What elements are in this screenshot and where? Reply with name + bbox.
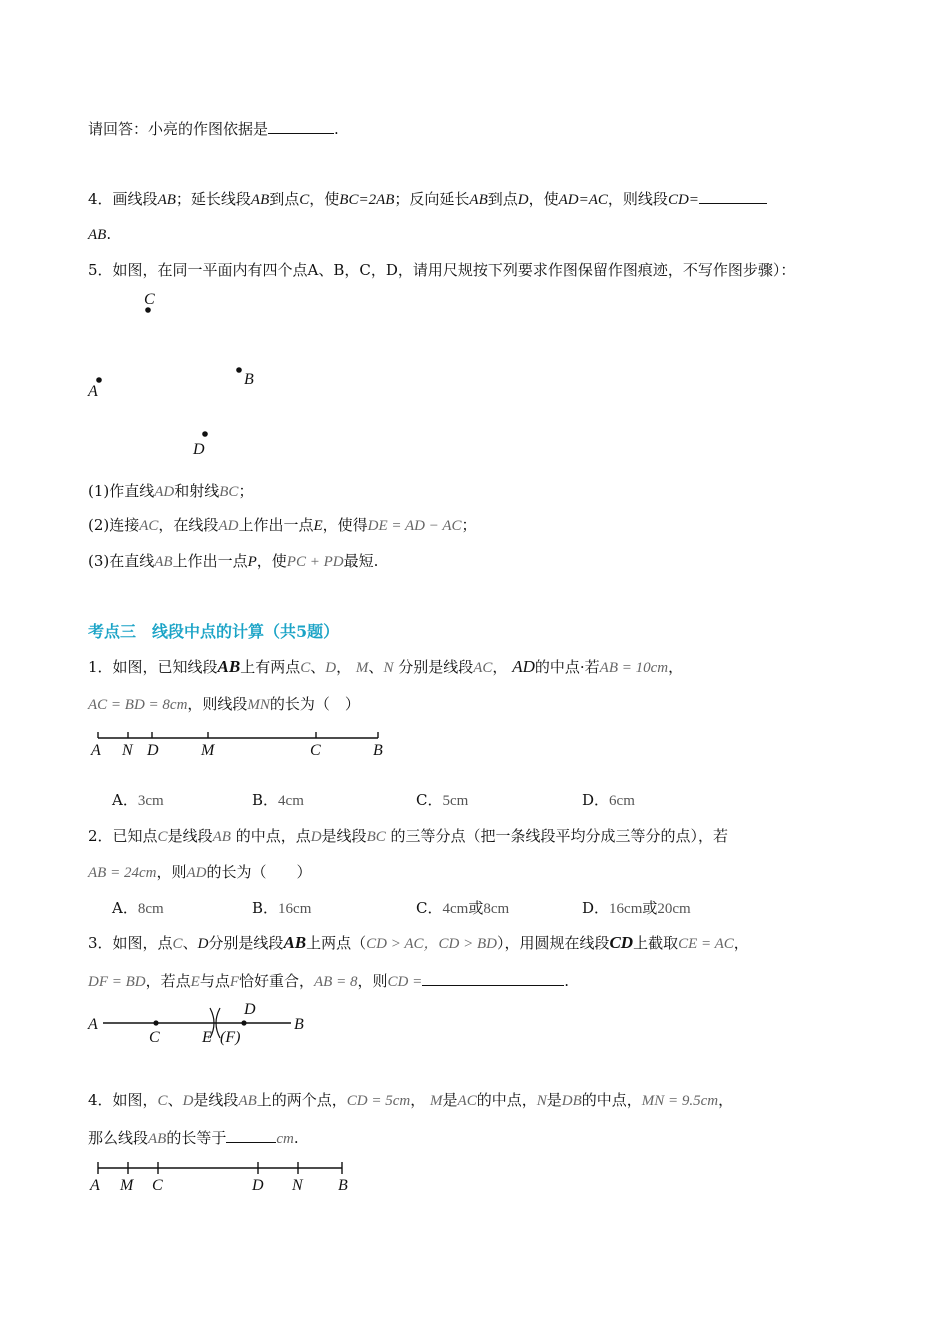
label-b: B bbox=[373, 742, 383, 759]
question-4-line1: 4．画线段AB；延长线段AB到点C，使BC=2AB；反向延长AB到点D，使AD=AC，则线段CD= bbox=[88, 188, 767, 210]
label-d: D bbox=[147, 742, 159, 759]
label-m: M bbox=[201, 742, 215, 759]
s3q1-option-a[interactable]: A．3cm bbox=[112, 791, 164, 809]
s3-question-3-line1: 3．如图，点C、D分别是线段AB上两点（CD > AC，CD > BD），用圆规在线段CD上截取CE = AC， bbox=[88, 933, 749, 952]
svg-text:(F): (F) bbox=[220, 1029, 241, 1046]
point-b-dot bbox=[236, 367, 242, 373]
s3q4-segment-figure bbox=[84, 1158, 364, 1194]
label-a: A bbox=[91, 742, 101, 759]
answer-blank[interactable] bbox=[422, 970, 564, 986]
s3q1-option-d[interactable]: D．6cm bbox=[582, 791, 635, 809]
svg-text:B: B bbox=[294, 1016, 304, 1033]
point-c-label: C bbox=[144, 291, 155, 308]
label-a: A bbox=[90, 1177, 100, 1194]
label-m: M bbox=[120, 1177, 134, 1194]
answer-blank[interactable] bbox=[268, 118, 334, 134]
s3q1-option-c[interactable]: C．5cm bbox=[416, 791, 469, 809]
s3-question-4-line1: 4．如图，C、D是线段AB上的两个点，CD = 5cm， M是AC的中点，N是DB的中点，MN = 9.5cm， bbox=[88, 1091, 734, 1109]
q5-points-figure bbox=[80, 288, 280, 458]
s3q2-option-d[interactable]: D．16cm或20cm bbox=[582, 899, 691, 917]
svg-text:A: A bbox=[88, 1016, 98, 1033]
s3-question-1-line2: AC = BD = 8cm，则线段MN的长为（ ） bbox=[88, 695, 360, 713]
svg-text:D: D bbox=[244, 1001, 256, 1018]
label-n: N bbox=[292, 1177, 303, 1194]
s3-question-3-line2: DF = BD，若点E与点F恰好重合，AB = 8，则CD = . bbox=[88, 972, 569, 990]
s3q2-option-a[interactable]: A．8cm bbox=[112, 899, 164, 917]
s3-question-2-line2: AB = 24cm，则AD的长为（ ） bbox=[88, 863, 312, 881]
point-b-label: B bbox=[244, 371, 254, 388]
answer-blank[interactable] bbox=[226, 1127, 276, 1143]
s3q3-compass-figure bbox=[86, 998, 326, 1050]
s3q1-option-b[interactable]: B．4cm bbox=[252, 791, 304, 809]
s3q2-option-b[interactable]: B．16cm bbox=[252, 899, 312, 917]
svg-text:C: C bbox=[149, 1029, 160, 1046]
label-b: B bbox=[338, 1177, 348, 1194]
point-d-dot bbox=[202, 431, 208, 437]
point-a-label: A bbox=[88, 383, 98, 400]
q5-step-1: (1)作直线AD和射线BC； bbox=[88, 482, 254, 500]
label-c: C bbox=[152, 1177, 163, 1194]
s3-question-4-line2: 那么线段AB的长等于 cm. bbox=[88, 1129, 299, 1147]
point-c-dot bbox=[145, 307, 151, 313]
q5-step-2: (2)连接AC，在线段AD上作出一点E，使得DE = AD − AC； bbox=[88, 516, 477, 534]
q5-step-3: (3)在直线AB上作出一点P，使PC + PD最短. bbox=[88, 552, 379, 570]
s3q2-option-c[interactable]: C．4cm或8cm bbox=[416, 899, 510, 917]
label-n: N bbox=[122, 742, 133, 759]
point-d-label: D bbox=[193, 441, 205, 458]
s3-question-2-line1: 2．已知点C是线段AB 的中点，点D是线段BC 的三等分点（把一条线段平均分成三等分的点），若 bbox=[88, 827, 729, 845]
answer-blank[interactable] bbox=[699, 188, 767, 204]
question-5-text: 5．如图，在同一平面内有四个点A、B，C，D，请用尺规按下列要求作图保留作图痕迹，不写作图步骤）： bbox=[88, 261, 796, 279]
s3-question-1-line1: 1．如图，已知线段AB上有两点C、D， M、N 分别是线段AC， AD的中点·若AB = 10cm， bbox=[88, 657, 684, 676]
point-a-dot bbox=[96, 377, 102, 383]
label-c: C bbox=[310, 742, 321, 759]
s3q1-segment-figure bbox=[86, 728, 396, 762]
question-4-line2: AB. bbox=[88, 225, 112, 243]
svg-text:E: E bbox=[202, 1029, 212, 1046]
label-d: D bbox=[252, 1177, 264, 1194]
answer-prompt: 请回答：小亮的作图依据是 . bbox=[88, 120, 339, 138]
section-heading: 考点三 线段中点的计算（共5题） bbox=[88, 622, 340, 641]
